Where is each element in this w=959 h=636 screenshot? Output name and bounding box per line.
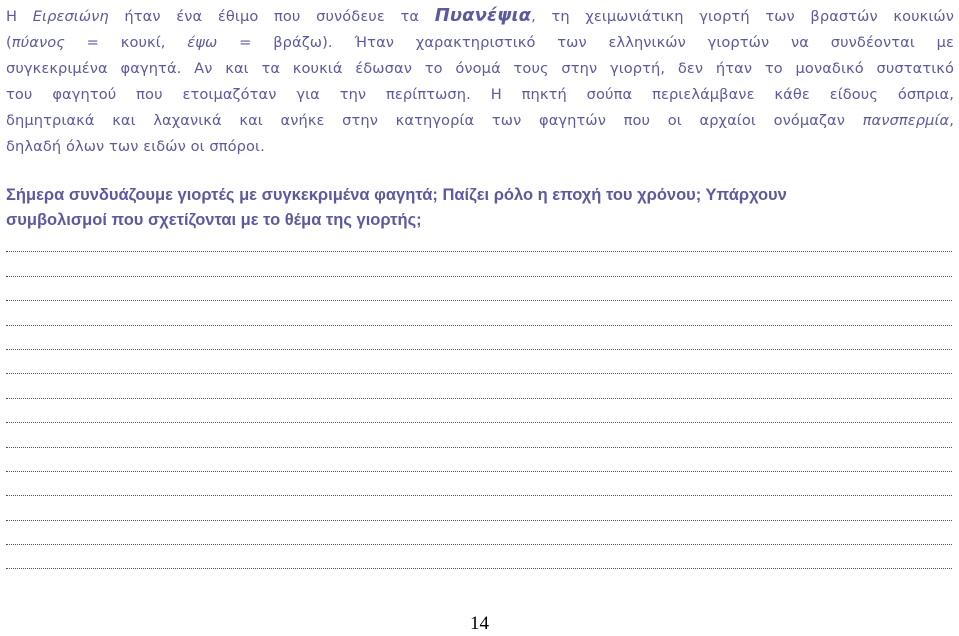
paragraph-line-5 [6,108,954,134]
answer-line[interactable] [6,380,952,404]
paragraph-line-1 [6,3,954,30]
answer-line[interactable] [6,283,952,307]
question-line-1: Σήμερα συνδυάζουμε γιορτές με συγκεκριμένα φαγητά; Παίζει ρόλο η εποχή του χρόνου; Υπάρχουν [6,186,787,204]
answer-line[interactable] [6,405,952,429]
answer-line[interactable] [6,527,952,551]
text-span: ήταν ένα έθιμο που συνόδευε τα [108,8,435,25]
answer-line[interactable] [6,258,952,282]
paragraph-line-6: δηλαδή όλων των ειδών οι σπόροι. [6,138,265,155]
text-span: = βράζω). Ήταν χαρακτηριστικό των ελληνικών γιορτών να συνδέονται με [217,34,954,51]
text-span: δημητριακά και λαχανικά και ανήκε στην κατηγορία των φαγητών που οι αρχαίοι ονόμαζαν [6,112,863,129]
answer-line[interactable] [6,356,952,380]
text-span: , τη χειμωνιάτικη γιορτή των βραστών κουκιών [531,8,954,25]
italic-term: πανσπερμία [862,112,950,129]
text-span: Η [6,8,33,25]
page-number: 14 [470,613,489,634]
answer-line[interactable] [6,502,952,526]
answer-line[interactable] [6,478,952,502]
paragraph-line-3: συγκεκριμένα φαγητά. Αν και τα κουκιά έδωσαν το όνομά τους στην γιορτή, δεν ήταν το μοναδικό συστατικό [6,60,954,77]
italic-term: πύανος [11,34,65,51]
festival-name: Πυανέψια [434,5,532,26]
text-span: ( [6,34,12,51]
italic-term: έψω [187,34,218,51]
text-span: , [949,112,954,129]
intro-paragraph [6,3,954,160]
answer-line[interactable] [6,551,952,575]
answer-line[interactable] [6,429,952,453]
text-span: = κουκί, [64,34,188,51]
question-prompt [6,183,954,233]
answer-area[interactable] [6,234,952,575]
italic-term: Ειρεσιώνη [32,8,109,25]
answer-line[interactable] [6,332,952,356]
paragraph-line-2 [6,30,954,56]
question-line-2: συμβολισμοί που σχετίζονται με το θέμα της γιορτής; [6,211,422,229]
answer-line[interactable] [6,454,952,478]
answer-line[interactable] [6,307,952,331]
paragraph-line-4: του φαγητού που ετοιμαζόταν για την περίπτωση. Η πηκτή σούπα περιελάμβανε κάθε είδους όσπρια, [6,86,954,103]
answer-line[interactable] [6,234,952,258]
